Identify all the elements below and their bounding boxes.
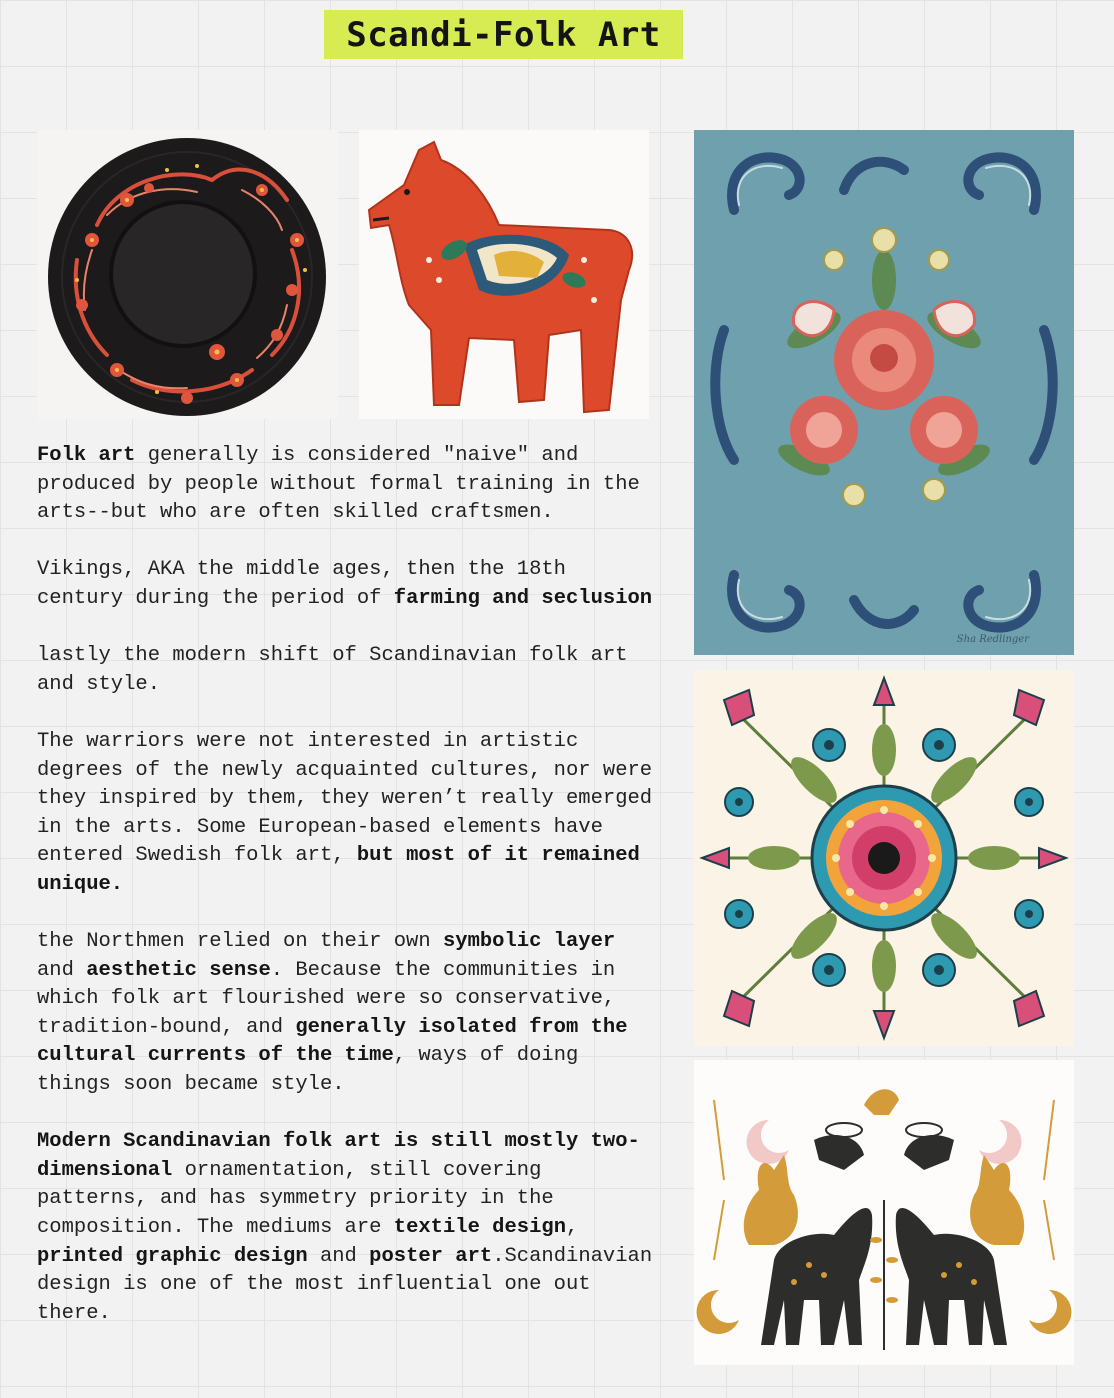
bold-text: symbolic layer	[442, 930, 616, 954]
bold-text: generally isolated from the cultural currents of the time	[37, 1015, 628, 1068]
body-text: .Scandinavian design is one of the most influential one out there.	[37, 1244, 653, 1325]
bold-text: Folk art	[37, 444, 136, 467]
paragraph	[37, 442, 657, 528]
paragraph	[37, 1128, 657, 1328]
body-text: ,	[566, 1216, 579, 1240]
page-title: Scandi-Folk Art	[324, 10, 683, 59]
rosemaling-floral-panel-icon	[694, 130, 1074, 655]
paragraph	[37, 642, 657, 699]
rosemaling-panel-image	[694, 130, 1074, 655]
bold-text: textile design	[393, 1216, 566, 1240]
paragraph	[37, 728, 657, 900]
panel-signature: Sha Redlinger	[956, 634, 1029, 645]
dala-horse-icon	[359, 130, 649, 419]
bold-text: Modern Scandinavian folk art is still mostly two-dimensional	[37, 1130, 640, 1182]
body-text: . Because the communities in which folk art flourished were so conservative, tradition-bound, and	[37, 958, 616, 1039]
body-text: Vikings, AKA the middle ages, then the 18th century during the period of	[37, 558, 566, 610]
bold-text: aesthetic sense	[86, 958, 271, 982]
paragraph	[37, 556, 657, 613]
bold-text: farming and seclusion	[393, 586, 653, 610]
body-text: lastly the modern shift of Scandinavian folk art and style.	[37, 644, 628, 696]
folk-animals-image	[694, 1060, 1074, 1365]
article-body	[37, 442, 657, 1357]
paragraph	[37, 928, 657, 1100]
body-text: , ways of doing things soon became style.	[37, 1044, 579, 1097]
bold-text: printed graphic design	[37, 1244, 308, 1268]
folk-horses-and-hares-print-icon	[694, 1060, 1074, 1365]
body-text: The warriors were not interested in artistic degrees of the newly acquainted cultures, nor were they inspired by them, they weren’t really emerged in the arts. Some European-based elements have entered Swedish folk art,	[37, 729, 653, 868]
body-text: ornamentation, still covering patterns, and has symmetry priority in the composition. The mediums are	[37, 1158, 554, 1240]
floral-mandala-image	[694, 670, 1074, 1046]
floral-mandala-tile-icon	[694, 670, 1074, 1046]
rosemaling-plate-image	[37, 130, 338, 419]
bold-text: but most of it remained unique.	[37, 844, 640, 896]
bold-text: poster art	[369, 1244, 493, 1268]
body-text: the Northmen relied on their own	[37, 930, 443, 954]
dala-horse-image	[359, 130, 649, 419]
rosemaling-plate-icon	[37, 130, 338, 419]
body-text: and	[37, 958, 87, 982]
body-text: and	[307, 1244, 370, 1268]
body-text: generally is considered "naive" and produced by people without formal training in the arts--but who are often skilled craftsmen.	[37, 444, 640, 525]
